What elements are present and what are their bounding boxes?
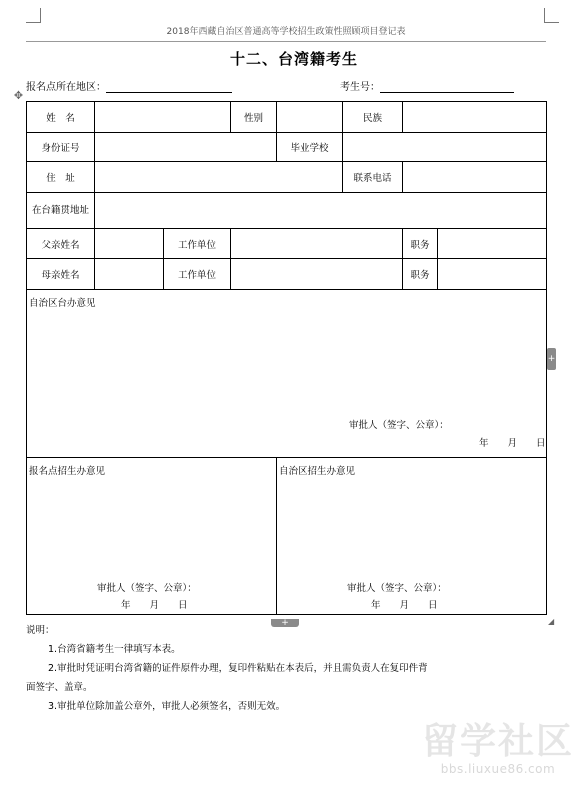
page-header: 2018年西藏自治区普通高等学校招生政策性照顾项目登记表 bbox=[26, 24, 546, 42]
taiwan-address-label: 在台籍贯地址 bbox=[27, 193, 95, 229]
school-label: 毕业学校 bbox=[277, 133, 343, 162]
resize-icon[interactable]: ◢ bbox=[548, 617, 555, 626]
watermark-logo bbox=[418, 722, 578, 776]
watermark-url: bbs.liuxue86.com bbox=[440, 762, 556, 776]
watermark-brand: 留学社区 bbox=[421, 721, 574, 762]
signup-date: 年 月 日 bbox=[121, 600, 188, 611]
father-position-input[interactable] bbox=[438, 229, 547, 259]
taiwan-office-opinion-label: 自治区台办意见 bbox=[29, 298, 96, 309]
mother-name-input[interactable] bbox=[95, 259, 164, 290]
father-name-input[interactable] bbox=[95, 229, 164, 259]
name-label: 姓 名 bbox=[27, 102, 95, 133]
row-mother bbox=[27, 259, 547, 290]
father-work-unit-label: 工作单位 bbox=[164, 229, 231, 259]
exam-area-field[interactable] bbox=[26, 78, 232, 93]
note-item-3: 3.审批单位除加盖公章外，审批人必须签名，否则无效。 bbox=[48, 701, 286, 712]
registration-form-table bbox=[26, 101, 547, 615]
candidate-number-field[interactable] bbox=[340, 78, 514, 93]
note-item-2-continued: 面签字、盖章。 bbox=[26, 682, 93, 693]
region-opinion-label: 自治区招生办意见 bbox=[279, 466, 356, 477]
candidate-number-line[interactable] bbox=[380, 81, 514, 93]
signup-opinion-label: 报名点招生办意见 bbox=[29, 466, 106, 477]
row-taiwan-office-opinion bbox=[27, 290, 547, 458]
taiwan-office-opinion-cell[interactable] bbox=[27, 290, 547, 458]
mother-work-unit-input[interactable] bbox=[231, 259, 403, 290]
name-input[interactable] bbox=[95, 102, 231, 133]
note-item-1: 1.台湾省籍考生一律填写本表。 bbox=[48, 644, 181, 655]
row-admission-opinions bbox=[27, 458, 547, 615]
row-father bbox=[27, 229, 547, 259]
note-item-2: 2.审批时凭证明台湾省籍的证件原件办理，复印件粘贴在本表后，并且需负责人在复印件背 bbox=[48, 663, 428, 674]
row-id-school bbox=[27, 133, 547, 162]
document-title: 十二、台湾籍考生 bbox=[229, 50, 358, 68]
row-address-phone bbox=[27, 162, 547, 193]
address-input[interactable] bbox=[95, 162, 343, 193]
mother-name-label: 母亲姓名 bbox=[27, 259, 95, 290]
father-work-unit-input[interactable] bbox=[231, 229, 403, 259]
mother-position-label: 职务 bbox=[403, 259, 438, 290]
mother-position-input[interactable] bbox=[438, 259, 547, 290]
add-row-icon[interactable]: + bbox=[271, 619, 299, 627]
id-number-input[interactable] bbox=[95, 133, 277, 162]
region-opinion-cell[interactable] bbox=[277, 458, 547, 615]
school-input[interactable] bbox=[343, 133, 547, 162]
region-date: 年 月 日 bbox=[371, 600, 438, 611]
mother-work-unit-label: 工作单位 bbox=[164, 259, 231, 290]
move-icon[interactable]: ✥ bbox=[13, 89, 24, 102]
id-number-label: 身份证号 bbox=[27, 133, 95, 162]
ethnicity-input[interactable] bbox=[403, 102, 547, 133]
taiwan-office-approver-label: 审批人（签字、公章）： bbox=[349, 420, 449, 431]
row-basic-info bbox=[27, 102, 547, 133]
signup-approver-label: 审批人（签字、公章）： bbox=[97, 583, 197, 594]
taiwan-office-date: 年 月 日 bbox=[479, 438, 546, 449]
phone-label: 联系电话 bbox=[343, 162, 403, 193]
address-label: 住 址 bbox=[27, 162, 95, 193]
row-taiwan-address bbox=[27, 193, 547, 229]
exam-area-label: 报名点所在地区： bbox=[26, 82, 106, 93]
notes-heading: 说明： bbox=[26, 625, 55, 636]
gender-input[interactable] bbox=[277, 102, 343, 133]
notes-section bbox=[26, 621, 546, 716]
signup-opinion-cell[interactable] bbox=[27, 458, 277, 615]
candidate-number-label: 考生号： bbox=[340, 82, 380, 93]
ethnicity-label: 民族 bbox=[343, 102, 403, 133]
phone-input[interactable] bbox=[403, 162, 547, 193]
region-approver-label: 审批人（签字、公章）： bbox=[347, 583, 447, 594]
gender-label: 性别 bbox=[231, 102, 277, 133]
taiwan-address-input[interactable] bbox=[95, 193, 547, 229]
father-position-label: 职务 bbox=[403, 229, 438, 259]
page-corner-mark-left bbox=[26, 8, 41, 23]
page-corner-mark-right bbox=[544, 8, 559, 23]
exam-area-line[interactable] bbox=[106, 81, 232, 93]
plus-icon[interactable]: + bbox=[547, 348, 556, 370]
father-name-label: 父亲姓名 bbox=[27, 229, 95, 259]
